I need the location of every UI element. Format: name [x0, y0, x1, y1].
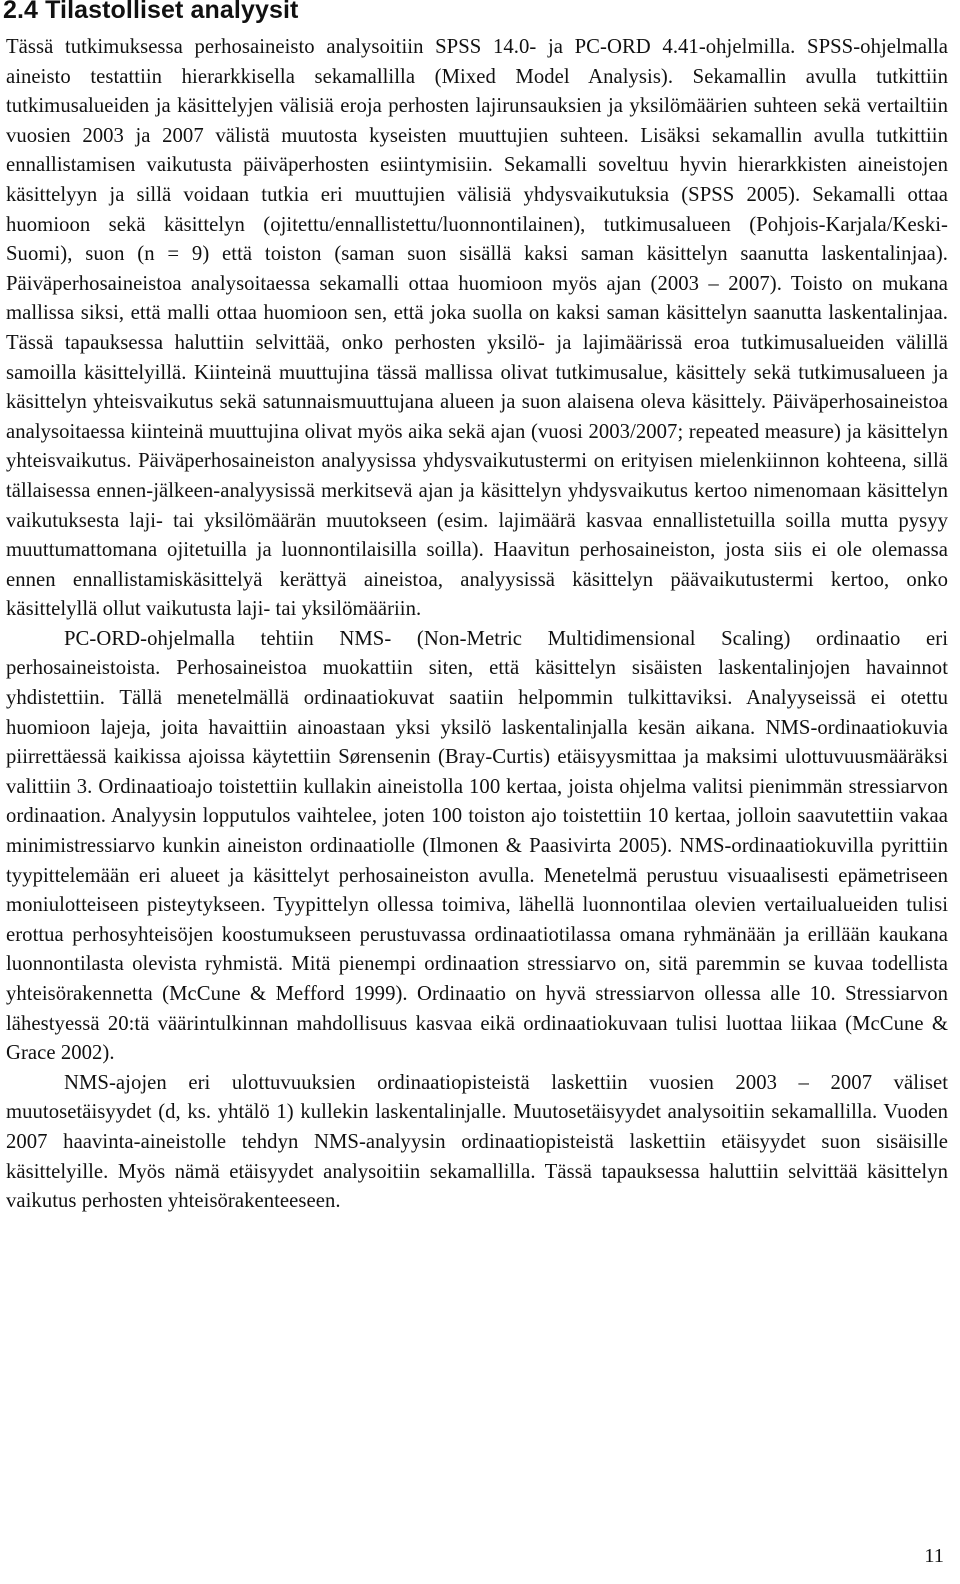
- paragraph-change-distances: NMS-ajojen eri ulottuvuuksien ordinaatiopisteistä laskettiin vuosien 2003 – 2007 väliset muutosetäisyydet (d, ks. yhtälö 1) kullekin laskentalinjalle. Muutosetäisyydet analysoitiin sekamallilla. Vuoden 2007 haavinta-aineistolle tehdyn NMS-analyysin ordinaatiopisteistä laskettiin etäisyydet suon sisäisille käsittelyille. Myös nämä etäisyydet analysoitiin sekamallilla. Tässä tapauksessa haluttiin selvittää käsittelyn vaikutus perhosten yhteisörakenteeseen.: [6, 1071, 948, 1213]
- page-number: 11: [924, 1545, 944, 1567]
- paragraph-nms-ordination: PC-ORD-ohjelmalla tehtiin NMS- (Non-Metric Multidimensional Scaling) ordinaatio eri perhosaineistoista. Perhosaineistoa muokattiin siten, että käsittelyn sisäisten laskentalinjojen havainnot yhdistettiin. Tällä menetelmällä ordinaatiokuvat saatiin helpommin tulkittaviksi. Analyyseissä ei otettu huomioon lajeja, joita havaittiin ainoastaan yksi yksilö laskentalinjalla kesän aikana. NMS-ordinaatiokuvia piirrettäessä kaikissa ajoissa käytettiin Sørensenin (Bray-Curtis) etäisyysmittaa ja maksimi ulottuvuusmääräksi valittiin 3. Ordinaatioajo toistettiin kullakin aineistolla 100 kertaa, joista ohjelma valitsi pienimmän stressiarvon ordinaation. Analyysin lopputulos vaihtelee, joten 100 toiston ajo toistettiin 10 kertaa, jolloin saavutettiin vakaa minimistressiarvo kunkin aineiston ordinaatiolle (Ilmonen & Paasivirta 2005). NMS-ordinaatiokuvilla pyrittiin tyypittelemään eri alueet ja käsittelyt perhosaineiston avulla. Menetelmä perustuu visuaalisesti epämetriseen moniulotteiseen pisteytykseen. Tyypittelyn ollessa toimiva, lähellä luonnontilaa olevien vertailualueiden tulisi erottua perhosyhteisöjen koostumukseen perustuvassa ordinaatiotilassa omana ryhmänään ja erillään kaukana luonnontilasta olevista ryhmistä. Mitä pienempi ordinaation stressiarvo on, sitä paremmin se kuvaa todellista yhteisörakennetta (McCune & Mefford 1999). Ordinaatio on hyvä stressiarvon ollessa alle 10. Stressiarvon lähestyessä 20:tä väärintulkinnan mahdollisuus kasvaa eikä ordinaatiokuvaan tulisi luottaa liikaa (McCune & Grace 2002).: [6, 627, 948, 1065]
- document-page: [3, 0, 948, 1217]
- section-heading: 2.4 Tilastolliset analyysit: [3, 0, 299, 24]
- paragraph-mixed-model: Tässä tutkimuksessa perhosaineisto analysoitiin SPSS 14.0- ja PC-ORD 4.41-ohjelmilla. SPSS-ohjelmalla aineisto testattiin hierarkkisella sekamallilla (Mixed Model Analysis). Sekamallin avulla tutkittiin tutkimusalueiden ja käsittelyjen välisiä eroja perhosten lajirunsauksien ja yksilömäärien suhteen sekä vertailtiin vuosien 2003 ja 2007 välistä muutosta kyseisten muuttujien suhteen. Lisäksi sekamallin avulla tutkittiin ennallistamisen vaikutusta päiväperhosten esiintymisiin. Sekamalli soveltuu hyvin hierarkkisten aineistojen käsittelyyn ja sillä voidaan tutkia eri muuttujien välisiä yhdysvaikutuksia (SPSS 2005). Sekamalli ottaa huomioon sekä käsittelyn (ojitettu/ennallistettu/luonnontilainen), tutkimusalueen (Pohjois-Karjala/Keski-Suomi), suon (n = 9) että toiston (saman suon sisällä kaksi saman käsittelyn saanutta laskentalinjaa). Päiväperhosaineistoa analysoitaessa sekamalli ottaa huomioon myös ajan (2003 – 2007). Toisto on mukana mallissa siksi, että malli ottaa huomioon sen, että joka suolla on kaksi saman käsittelyn saanutta laskentalinjaa. Tässä tapauksessa haluttiin selvittää, onko perhosten yksilö- ja lajimäärissä eroa tutkimusalueiden välillä samoilla käsittelyillä. Kiinteinä muuttujina tässä mallissa olivat tutkimusalue, käsittely sekä tutkimusalueen ja käsittelyn yhteisvaikutus sekä satunnaismuuttujana alueen ja suon alaisena oleva käsittely. Päiväperhosaineistoa analysoitaessa kiinteinä muuttujina olivat myös aika sekä ajan (vuosi 2003/2007; repeated measure) ja käsittelyn yhteisvaikutus. Päiväperhosaineiston analyysissa yhdysvaikutustermi on erityisen mielenkiinnon kohteena, sillä tällaisessa ennen-jälkeen-analyysissä merkitsevä ajan ja käsittelyn yhdysvaikutus kertoo nimenomaan käsittelyn vaikutuksesta laji- tai yksilömäärän muutokseen (esim. lajimäärä kasvaa ennallistetuilla soilla mutta pysyy muuttumattomana ojitetuilla ja luonnontilaisilla soilla). Haavitun perhosaineiston, josta siis ei ole olemassa ennen ennallistamiskäsittelyä kerättyä aineistoa, analyysissä käsittelyn päävaikutustermi kertoo, onko käsittelyllä ollut vaikutusta laji- tai yksilömääriin.: [6, 36, 948, 621]
